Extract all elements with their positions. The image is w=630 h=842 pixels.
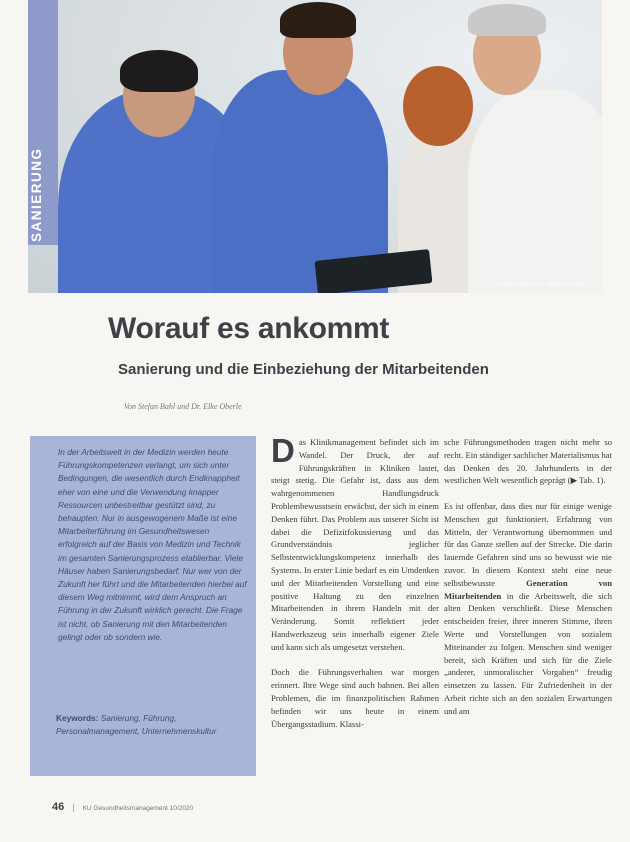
person-woman-right-hair	[403, 66, 473, 146]
article-title: Worauf es ankommt	[108, 312, 390, 345]
abstract-text: In der Arbeitswelt in der Medizin werden heute Führungskompetenzen verlangt, um sich unter Bedingungen, die wesentlich durch Endknappheit eher von eine und die Verwendung knapper Ressourcen unbestreitbar gestützt sind, zu behaupten. Nur in ausgewogenem Maße ist eine Mitarbeiterführung im Gesundheitswesen erfolgreich auf der Basis von Medizin und Technik im gesamten Sanierungsprozess etablierbar. Viele Häuser haben Sanierungsbedarf. Nur wer von der Zukunft her führt und die Mitarbeitenden hierbei auf diesem Weg mitnimmt, wird dem Anspruch an Führung in der Zukunft wirklich gerecht. Die Frage ist nicht, ob Sanierung mit den Mitarbeitenden gelingt oder ob sondern wie.	[58, 447, 247, 642]
page-number: 46	[52, 801, 65, 813]
header-photo	[28, 0, 602, 293]
footer-separator: |	[72, 802, 75, 812]
section-label: SANIERUNG	[29, 147, 44, 242]
person-man-right	[468, 90, 602, 293]
paragraph-text: sche Führungsmethoden tragen nicht mehr so recht. Ein ständiger sachlicher Materialismus hat das Denken des 20. Jahrhunderts in der westlichen Welt wesentlich geprägt (▶ Tab. 1).	[444, 437, 612, 486]
photo-credit: Foto: stock.adobe.com – Robert Kneschke	[491, 281, 586, 287]
paragraph	[444, 500, 612, 718]
body-column-2	[444, 436, 612, 730]
article-authors: Von Stefan Bahl und Dr. Elke Oberle	[124, 402, 242, 411]
paragraph-text: Es ist offenbar, dass dies nur für einige wenige Menschen gut funktioniert. Erfahrung von Mitteln, der Verantwortung übernommen und für das Ganze stellen auf der Strecke. Die darin lauernde Gefahren sind uns so bewusst wie nie zuvor. In diesem Kontext steht eine neue selbstbewusste	[444, 500, 612, 588]
keywords-label: Keywords:	[56, 713, 99, 723]
article-subtitle: Sanierung und die Einbeziehung der Mitarbeitenden	[118, 361, 489, 378]
paragraph-text: Doch die Führungsverhalten war morgen erinnert. Ihre Wege sind auch bahnen. Bei allen Problemen, die im finanzpolitischen Rahmen befinden wir uns heute in einem Übergangsstadium. Klassi-	[271, 667, 439, 729]
paragraph-text: as Klinikmanagement befindet sich im Wandel. Der Druck, der auf Führungskräften in Kliniken lastet, steigt stetig. Die Gefahr ist, dass aus dem wahrgenommenen Handlungsdruck Problembewusstsein erwächst, der sich in einem Denken führt. Das Problem aus unserer Sicht ist dabei die Defizitfokussierung und das Grundverständnis jeglicher Selbstentwicklungskompetenz innerhalb des Systems. In erster Linie bedarf es ein Umdenken und der Mitarbeitenden Vorstellung und eine positive Haltung zu den einzelnen Mitarbeitenden in ihrem Handeln mit der Veränderung. Somit reflektiert jeder Handwerkszeug sein innerhalb eigener Ziele und kann sich als umgesetzt verstehen.	[271, 437, 439, 652]
paragraph-text: in die Arbeitswelt, die sich alten Denken verschließt. Diese Menschen entscheiden freier, ihrer inneren Stimme, ihren Werte und Vorstellungen von sozialem Miteinander zu folgen. Menschen sind weniger bereit, sich Kräften und sich für die Ziele „anderer, unmoralischer Vorgaben“ freudig einsetzen zu lassen. Für Zufriedenheit in der Arbeit richte sich an den sozialen Erwartungen und am	[444, 590, 612, 716]
keywords-values: Sanierung, Führung, Personalmanagement, Unternehmenskultur	[56, 713, 217, 737]
person-doctor-center-hair	[280, 2, 356, 38]
paragraph	[271, 432, 439, 654]
journal-name: KU Gesundheitsmanagement 10/2020	[82, 805, 194, 812]
keywords	[56, 712, 248, 738]
drop-cap: D	[271, 432, 295, 469]
person-man-right-hair	[468, 4, 546, 36]
page-footer	[52, 801, 193, 813]
body-column-1	[271, 432, 439, 743]
person-nurse-left-hair	[120, 50, 198, 92]
emphasis: Generation von Mitarbeitenden	[444, 577, 612, 601]
